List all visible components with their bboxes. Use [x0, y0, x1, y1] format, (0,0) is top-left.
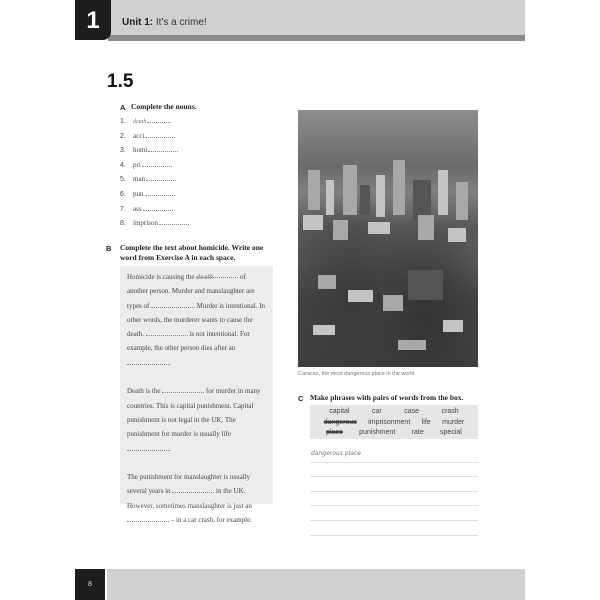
answer-blank[interactable]: [127, 515, 169, 522]
answer-blank[interactable]: [172, 486, 214, 493]
city-photo: [298, 110, 478, 367]
word-struck: place: [326, 429, 343, 436]
exercise-a-list: [120, 117, 189, 234]
word-box-row: [310, 418, 478, 429]
handwritten-answer: death: [133, 119, 147, 125]
answer-line[interactable]: [310, 463, 478, 478]
exercise-c-instruction: Make phrases with pairs of words from the box.: [310, 393, 464, 402]
answer-blank[interactable]: [143, 205, 173, 211]
answer-blank[interactable]: [151, 301, 193, 308]
answer-blank[interactable]: [145, 190, 175, 196]
word: punishment: [359, 429, 396, 436]
word: imprisonment: [368, 418, 411, 426]
answer-lines: [310, 448, 478, 536]
answer-blank[interactable]: [146, 329, 188, 336]
word-box-row: [310, 407, 478, 418]
list-item: 4. pri: [120, 161, 189, 176]
word: crash: [441, 408, 459, 415]
header-rule: [108, 35, 525, 41]
word-box-row: [310, 428, 478, 439]
exercise-c-label: C: [298, 394, 304, 403]
word-box: [310, 405, 478, 439]
unit-number-tab: 1: [75, 0, 111, 40]
footer-bar: [107, 569, 525, 600]
word: special: [440, 429, 462, 436]
exercise-a-label: A: [120, 103, 126, 112]
exercise-b-label: B: [106, 244, 112, 253]
answer-blank[interactable]: [127, 358, 169, 365]
answer-line[interactable]: [310, 506, 478, 521]
unit-title: [122, 17, 207, 28]
word: case: [404, 408, 420, 415]
answer-line[interactable]: [310, 521, 478, 536]
paragraph-3: The punishment for manslaughter is usually several years in in the UK. However, sometimes manslaughter is just an – in a car crash, for example.: [127, 473, 252, 525]
answer-blank[interactable]: [147, 117, 171, 123]
word: life: [421, 418, 431, 426]
handwritten-answer: dangerous place: [311, 450, 361, 457]
word: capital: [329, 408, 350, 415]
list-item: 3. homi: [120, 146, 189, 161]
list-item: 5. man: [120, 175, 189, 190]
exercise-a-instruction: Complete the nouns.: [131, 102, 197, 111]
answer-line[interactable]: [310, 492, 478, 507]
word-struck: dangerous: [323, 418, 357, 426]
handwritten-answer[interactable]: death: [196, 271, 238, 278]
answer-blank[interactable]: [146, 175, 176, 181]
answer-blank[interactable]: [127, 444, 169, 451]
answer-blank[interactable]: [148, 146, 178, 152]
unit-title-text: It's a crime!: [155, 17, 207, 28]
answer-blank[interactable]: [145, 132, 175, 138]
exercise-b-text-box: [120, 266, 273, 525]
list-item: 8. imprison: [120, 219, 189, 234]
unit-label: Unit 1:: [122, 17, 154, 28]
word: rate: [411, 429, 424, 436]
photo-caption: Caracas, the most dangerous place in the world: [298, 371, 415, 377]
paragraph-2: Death is the for murder in many countries. This is capital punishment. Capital punishment is not legal in the UK. The punishment for murder is usually life .: [127, 387, 261, 453]
section-number: 1.5: [107, 71, 134, 92]
list-item: 2. acci: [120, 132, 189, 147]
answer-blank[interactable]: [142, 161, 172, 167]
word: murder: [442, 418, 465, 426]
page-number: 8: [75, 569, 105, 600]
answer-line[interactable]: [310, 448, 478, 463]
word: car: [372, 408, 382, 415]
list-item: 1. death: [120, 117, 189, 132]
answer-line[interactable]: [310, 477, 478, 492]
answer-blank[interactable]: [162, 386, 204, 393]
list-item: 7. ass: [120, 205, 189, 220]
paragraph-1: Homicide is causing the death of another person. Murder and manslaughter are types of . Murder is intentional. In other words, the murderer wants to cause the death. is not intentional. For example, the other person dies after an .: [127, 273, 266, 367]
list-item: 6. pun: [120, 190, 189, 205]
exercise-b-instruction: Complete the text about homicide. Write one word from Exercise A in each space.: [120, 243, 264, 262]
answer-blank[interactable]: [159, 219, 189, 225]
